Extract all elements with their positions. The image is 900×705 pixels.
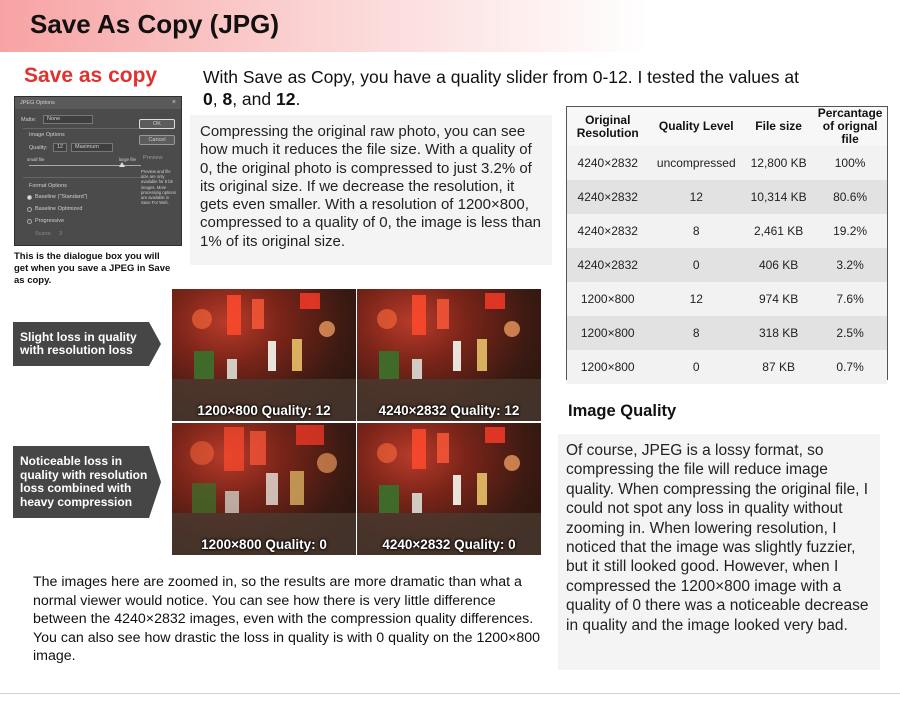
photo-caption: 4240×2832 Quality: 0 — [382, 537, 516, 552]
cell-resolution: 4240×2832 — [567, 180, 648, 214]
cell-resolution: 4240×2832 — [567, 146, 648, 180]
cell-quality: 0 — [648, 248, 744, 282]
cell-quality: 12 — [648, 180, 744, 214]
noticeable-loss-arrow — [13, 446, 149, 518]
cell-quality: uncompressed — [648, 146, 744, 180]
header-file-size: File size — [744, 107, 813, 146]
cell-quality: 8 — [648, 316, 744, 350]
dialog-titlebar — [15, 97, 181, 109]
slight-loss-label: Slight loss in quality with resolution loss — [20, 329, 137, 357]
cell-size: 974 KB — [744, 282, 813, 316]
radio-baseline-standard — [27, 195, 32, 200]
section-label: Save as copy — [24, 64, 158, 87]
table-row — [567, 350, 887, 384]
cell-size: 12,800 KB — [744, 146, 813, 180]
intro-value-0: 0 — [203, 89, 213, 109]
table-row — [567, 146, 887, 180]
cell-percent: 19.2% — [813, 214, 887, 248]
cell-resolution: 1200×800 — [567, 316, 648, 350]
results-table — [567, 107, 887, 384]
image-quality-box — [558, 434, 880, 670]
quality-input: 12 — [53, 143, 67, 152]
image-quality-text: Of course, JPEG is a lossy format, so compressing the file will reduce image quality. When compressing the original file, I could not spot any loss in quality without zooming in. When lowering resolution, I noticed that the image was slightly fuzzier, but it still looked good. However, when I compressed the 1200×800 image with a quality of 0 there was a noticeable decrease in quality and the image looked very bad. — [566, 442, 869, 634]
night-street-photo-icon — [172, 289, 356, 421]
photo-1200-q0 — [172, 423, 356, 555]
scans-label: Scans: — [35, 231, 52, 237]
photo-4240-q0 — [357, 423, 541, 555]
baseline-standard-label: Baseline ("Standard") — [35, 194, 88, 200]
night-street-photo-icon — [357, 289, 541, 421]
cell-size: 318 KB — [744, 316, 813, 350]
cell-size: 10,314 KB — [744, 180, 813, 214]
page-title: Save As Copy (JPG) — [30, 9, 280, 39]
ok-button: OK — [139, 119, 175, 129]
intro-sep: , and — [232, 89, 276, 109]
matte-label: Matte: — [21, 117, 37, 123]
cell-percent: 3.2% — [813, 248, 887, 282]
cell-quality: 8 — [648, 214, 744, 248]
cancel-button: Cancel — [139, 135, 175, 145]
cell-quality: 0 — [648, 350, 744, 384]
noticeable-loss-label: Noticeable loss in quality with resolution loss combined with heavy compression — [20, 454, 148, 509]
dialog-note: Preview and file size are only available for 8 bit images. More processing options are available in Save For Web. — [141, 169, 176, 206]
small-file-label: small file — [27, 157, 45, 162]
intro-value-12: 12 — [276, 89, 296, 109]
intro-sep: , — [212, 89, 223, 109]
intro-text — [203, 66, 853, 110]
dialog-caption: This is the dialogue box you will get when you save a JPEG in Save as copy. — [14, 251, 171, 286]
cell-size: 406 KB — [744, 248, 813, 282]
footer-divider — [0, 693, 900, 694]
file-size-table — [566, 106, 888, 380]
header-percentage: Percantage of orignal file — [813, 107, 887, 146]
baseline-optimized-label: Baseline Optimized — [35, 206, 83, 212]
large-file-label: large file — [119, 157, 137, 162]
scans-value: 3 — [59, 231, 63, 237]
table-row — [567, 282, 887, 316]
intro-end: . — [295, 89, 301, 109]
cell-percent: 2.5% — [813, 316, 887, 350]
cell-percent: 100% — [813, 146, 887, 180]
cell-resolution: 1200×800 — [567, 350, 648, 384]
explanation-text: Compressing the original raw photo, you can see how much it reduces the file size. With a quality of 0, the original photo is compressed to just 3.2% of its original size. If we decrease the resolution, it gets even smaller. With a resolution of 1200×800, compressed to a quality of 0, the image is less than 1% of its original size. — [200, 123, 542, 250]
radio-progressive — [27, 219, 32, 224]
divider — [23, 177, 143, 178]
night-street-photo-icon — [172, 423, 356, 555]
table-row — [567, 316, 887, 350]
cell-resolution: 4240×2832 — [567, 248, 648, 282]
zoom-note-text: The images here are zoomed in, so the results are more dramatic than what a normal viewer would notice. You can see how there is very little difference between the 4240×2832 images, even with the compression quality differences. You can also see how drastic the loss in quality is with 0 quality on the 1200×800 image. — [33, 574, 541, 664]
cell-quality: 12 — [648, 282, 744, 316]
quality-slider-knob — [119, 162, 125, 167]
cell-percent: 0.7% — [813, 350, 887, 384]
quality-label: Quality: — [29, 145, 48, 151]
cell-size: 87 KB — [744, 350, 813, 384]
divider — [23, 128, 143, 129]
cell-size: 2,461 KB — [744, 214, 813, 248]
table-row — [567, 248, 887, 282]
quality-preset-select: Maximum — [71, 143, 113, 152]
matte-select: None — [43, 115, 93, 124]
night-street-photo-icon — [357, 423, 541, 555]
preview-checkbox: Preview — [143, 155, 163, 161]
jpeg-options-dialog — [14, 96, 182, 246]
intro-line: With Save as Copy, you have a quality slider from 0-12. I tested the values at — [203, 67, 799, 87]
photo-4240-q12 — [357, 289, 541, 421]
cell-percent: 80.6% — [813, 180, 887, 214]
photo-caption: 1200×800 Quality: 0 — [201, 537, 327, 552]
cell-resolution: 1200×800 — [567, 282, 648, 316]
header-quality-level: Quality Level — [648, 107, 744, 146]
cell-percent: 7.6% — [813, 282, 887, 316]
close-icon: × — [171, 99, 176, 106]
header-original-resolution: Original Resolution — [567, 107, 648, 146]
format-options-label: Format Options — [29, 183, 67, 189]
cell-resolution: 4240×2832 — [567, 214, 648, 248]
table-row — [567, 214, 887, 248]
photo-caption: 4240×2832 Quality: 12 — [378, 403, 520, 418]
radio-baseline-optimized — [27, 207, 32, 212]
image-options-label: Image Options — [29, 132, 65, 138]
photo-caption: 1200×800 Quality: 12 — [197, 403, 331, 418]
explanation-box — [190, 115, 552, 265]
slight-loss-arrow — [13, 322, 149, 366]
table-row — [567, 180, 887, 214]
progressive-label: Progressive — [35, 218, 65, 224]
table-header-row — [567, 107, 887, 146]
intro-value-8: 8 — [222, 89, 233, 109]
image-quality-heading: Image Quality — [568, 402, 677, 420]
photo-1200-q12 — [172, 289, 356, 421]
dialog-title: JPEG Options — [20, 100, 55, 106]
